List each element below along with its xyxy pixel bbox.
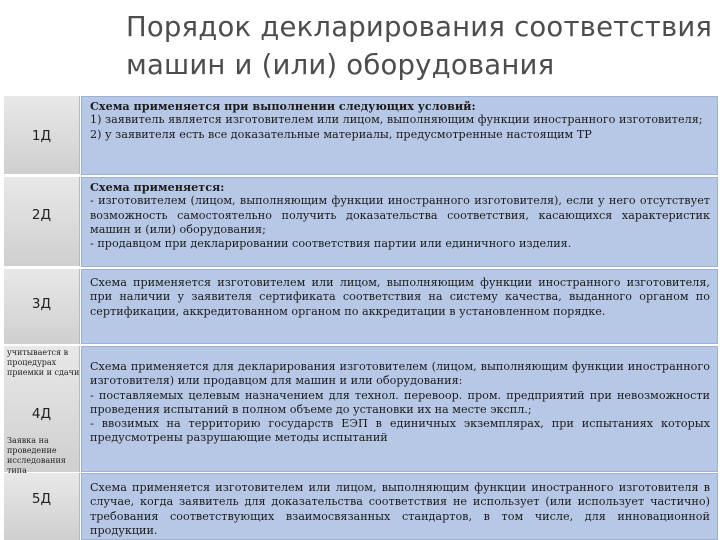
slide-title xyxy=(126,8,716,84)
scheme-description xyxy=(81,346,718,472)
scheme-description xyxy=(81,269,718,344)
scheme-line: 1) заявитель является изготовителем или лицом, выполняющим функции иностранного изготовителя; xyxy=(90,113,703,127)
scheme-code-cell xyxy=(4,96,80,174)
scheme-line: Схема применяется изготовителем или лицом, выполняющим функции иностранного изготовителя в случае, когда заявитель для доказательства соответствия не использует (или использует частично) требования соответствующих взаимосвязанных стандартов, в том числе, для инновационной продукции. xyxy=(90,481,710,537)
scheme-row-1d xyxy=(0,96,720,176)
scheme-heading: Схема применяется: xyxy=(90,180,225,194)
title-line-1: Порядок декларирования соответствия xyxy=(126,11,713,43)
scheme-code: 2Д xyxy=(31,207,52,223)
title-line-2: машин и (или) оборудования xyxy=(126,49,555,81)
scheme-line: - поставляемых целевым назначением для технол. перевоор. пром. предприятий при невозможности проведения испытаний в полном объеме до установки их на месте экспл.; xyxy=(90,388,710,416)
scheme-line: Схема применяется изготовителем или лицом, выполняющим функции иностранного изготовителя, при наличии у заявителя сертификата соответствия на систему качества, выданного органом по сертификации, аккредитованном органом по аккредитации в установленном порядке. xyxy=(90,276,710,318)
scheme-code: 4Д xyxy=(31,406,52,422)
scheme-code-cell xyxy=(4,436,80,540)
scheme-description xyxy=(81,96,718,175)
scheme-line: Схема применяется для декларирования изготовителем (лицом, выполняющим функции иностранного изготовителя) или продавцом для машин и или оборудования: xyxy=(90,360,710,388)
scheme-line: - продавцом при декларировании соответствия партии или единичного изделия. xyxy=(90,237,572,251)
scheme-description xyxy=(81,177,718,267)
scheme-note: Заявка на проведение исследования типа xyxy=(7,436,66,475)
scheme-line: - ввозимых на территорию государств ЕЭП в единичных экземплярах, при испытаниях которых предусмотрены разрушающие методы испытаний xyxy=(90,417,710,445)
scheme-code: 1Д xyxy=(31,128,52,144)
scheme-row-3d xyxy=(0,269,720,345)
scheme-code: 5Д xyxy=(31,491,52,507)
scheme-description xyxy=(81,473,718,540)
scheme-code: 3Д xyxy=(31,296,52,312)
scheme-code-cell xyxy=(4,269,80,344)
scheme-row-2d xyxy=(0,177,720,267)
scheme-line: 2) у заявителя есть все доказательные материалы, предусмотренные настоящим ТР xyxy=(90,127,592,141)
scheme-row-4d xyxy=(0,346,720,472)
scheme-line: - изготовителем (лицом, выполняющим функции иностранного изготовителя), если у него отсутствует возможность самостоятельно получить доказательства соответствия, касающихся характеристик машин и (или) оборудования; xyxy=(90,194,710,236)
scheme-heading: Схема применяется при выполнении следующих условий: xyxy=(90,99,476,113)
scheme-note: учитывается в процедурах приемки и сдачи xyxy=(7,348,80,377)
scheme-code-cell xyxy=(4,177,80,266)
scheme-row-5d xyxy=(0,436,720,540)
